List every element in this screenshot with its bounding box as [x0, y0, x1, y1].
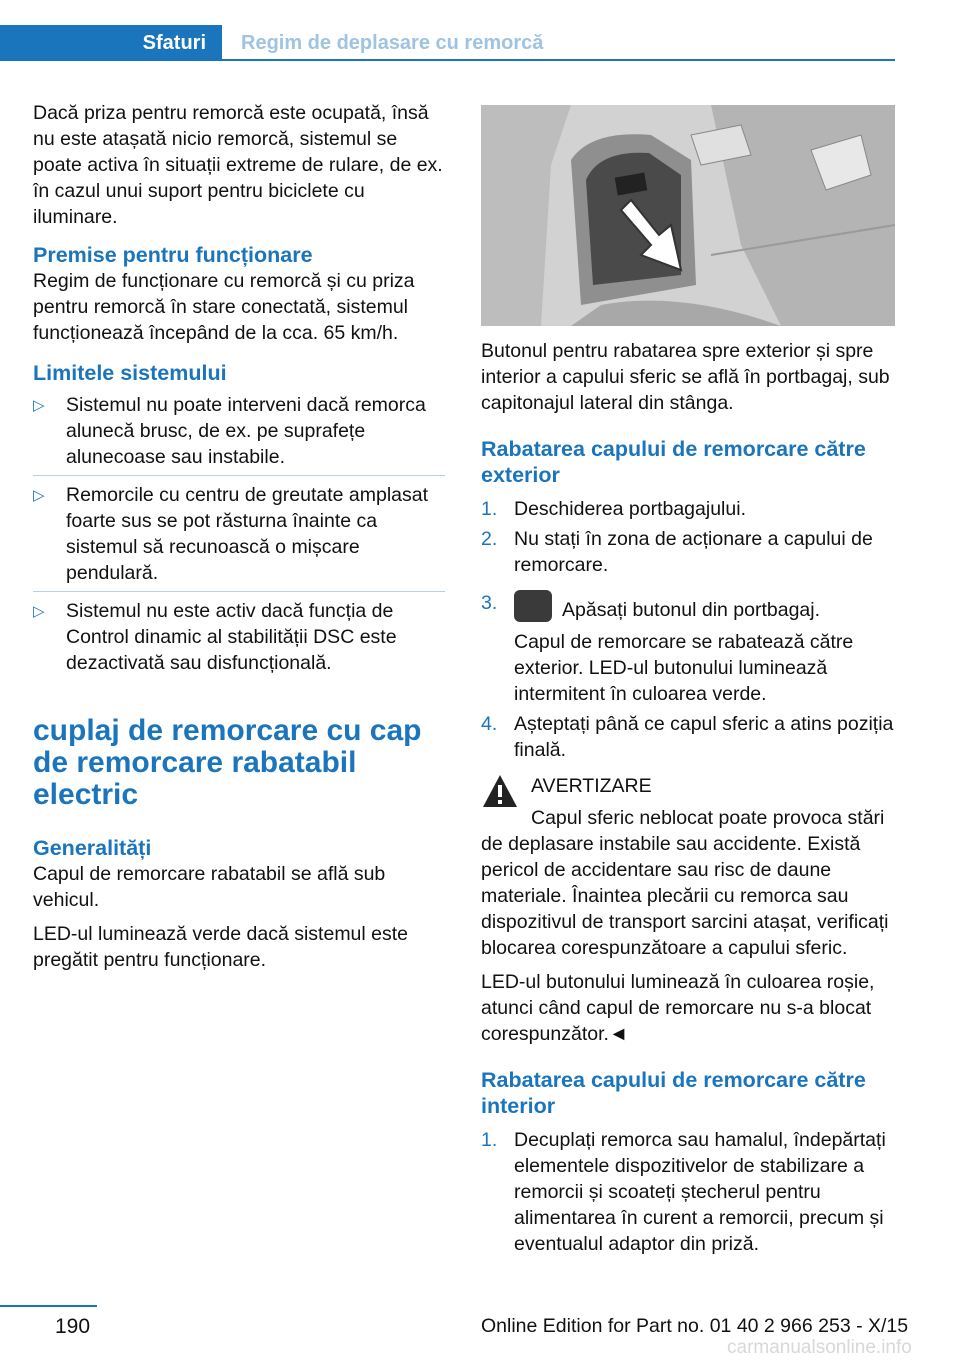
step-number: 4.	[481, 713, 498, 735]
heading-fold-in: Rabatarea capului de remorcare către interior	[481, 1068, 866, 1118]
warning-title: AVERTIZARE	[531, 775, 652, 797]
trailer-hitch-button-icon	[514, 590, 552, 622]
list-item: 2. Nu stați în zona de acționare a capului de remorcare.	[481, 528, 873, 576]
step-note: Capul de remorcare se rabatează către exterior. LED-ul butonului luminează intermitent în culoarea verde.	[514, 631, 854, 705]
trunk-photo	[481, 105, 895, 326]
triangle-right-icon: ▷	[33, 603, 45, 620]
general-paragraph-2: LED-ul luminează verde dacă sistemul este pregătit pentru funcționare.	[33, 923, 409, 971]
heading-limits: Limitele sistemului	[33, 361, 227, 385]
right-column	[481, 338, 895, 1261]
left-column	[33, 100, 445, 981]
warning-text: Capul sferic neblocat poate provoca stări de deplasare instabile sau accidente. Există pericol de accidentare sau risc de daune materiale. Înaintea plecării cu remorca sau dispozitivul de transport sarcini atașat, verificați blocarea corespunzătoare a capului sferic.	[481, 807, 889, 959]
list-item: 4. Așteptați până ce capul sferic a atins poziția finală.	[481, 713, 894, 761]
list-item: ▷ Sistemul nu poate interveni dacă remorca alunecă brusc, de ex. pe suprafețe alunecoase sau instabile.	[33, 392, 445, 476]
intro-paragraph: Dacă priza pentru remorcă este ocupată, însă nu este atașată nicio remorcă, sistemul se poate activa în situații extreme de rulare, de ex. în cazul unui suport pentru biciclete cu iluminare.	[33, 102, 443, 228]
list-item: ▷ Remorcile cu centru de greutate amplasat foarte sus se pot răsturna înainte ca sistemul să recunoască o mișcare pendulară.	[33, 482, 445, 592]
watermark: carmanualsonline.info	[727, 1337, 912, 1358]
section-title[interactable]: Regim de deplasare cu remorcă	[241, 32, 544, 54]
section-tab[interactable]: Sfaturi	[0, 25, 222, 61]
list-item: 1. Deschiderea portbagajului.	[481, 498, 746, 520]
limits-list	[33, 392, 445, 681]
fold-in-steps	[481, 1127, 895, 1257]
page-number: 190	[55, 1315, 91, 1338]
general-paragraph-1: Capul de remorcare rabatabil se află sub vehicul.	[33, 863, 386, 911]
list-item: 1. Decuplați remorca sau hamalul, îndepărtați elementele dispozitivelor de stabilizare a remorcii și scoateți ștecherul pentru alimentarea în curent a remorcii, precum și eventualul adaptor din priză.	[481, 1129, 886, 1255]
footer-rule	[0, 1305, 97, 1307]
step-number: 3.	[481, 592, 498, 614]
triangle-right-icon: ▷	[33, 397, 45, 414]
step-number: 1.	[481, 498, 498, 520]
photo-caption: Butonul pentru rabatarea spre exterior și spre interior a capului sferic se află în portbagaj, sub capitonajul lateral din stânga.	[481, 340, 890, 414]
heading-coupling: cuplaj de remorcare cu cap de remorcare rabatabil electric	[33, 714, 422, 811]
list-item: 3. Apăsați butonul din portbagaj. Capul de remorcare se rabatează către exterior. LED-ul butonului luminează intermitent în culoarea verde.	[481, 590, 895, 707]
warning-triangle-icon	[481, 773, 519, 809]
list-item: ▷ Sistemul nu este activ dacă funcția de Control dinamic al stabilității DSC este dezactivată sau disfuncțională.	[33, 600, 397, 674]
premise-paragraph: Regim de funcționare cu remorcă și cu priza pentru remorcă în stare conectată, sistemul funcționează începând de la cca. 65 km/h.	[33, 270, 415, 344]
step-number: 1.	[481, 1129, 498, 1151]
warning-text-2: LED-ul butonului luminează în culoarea roșie, atunci când capul de remorcare nu s-a blocat corespunzător.◄	[481, 971, 875, 1045]
step-number: 2.	[481, 528, 498, 550]
heading-general: Generalități	[33, 836, 152, 860]
triangle-right-icon: ▷	[33, 487, 45, 504]
heading-fold-out: Rabatarea capului de remorcare către exterior	[481, 437, 866, 487]
fold-out-steps	[481, 496, 895, 763]
warning-block	[481, 773, 895, 1047]
edition-note: Online Edition for Part no. 01 40 2 966 253 - X/15	[481, 1315, 909, 1337]
heading-premise: Premise pentru funcționare	[33, 243, 313, 267]
